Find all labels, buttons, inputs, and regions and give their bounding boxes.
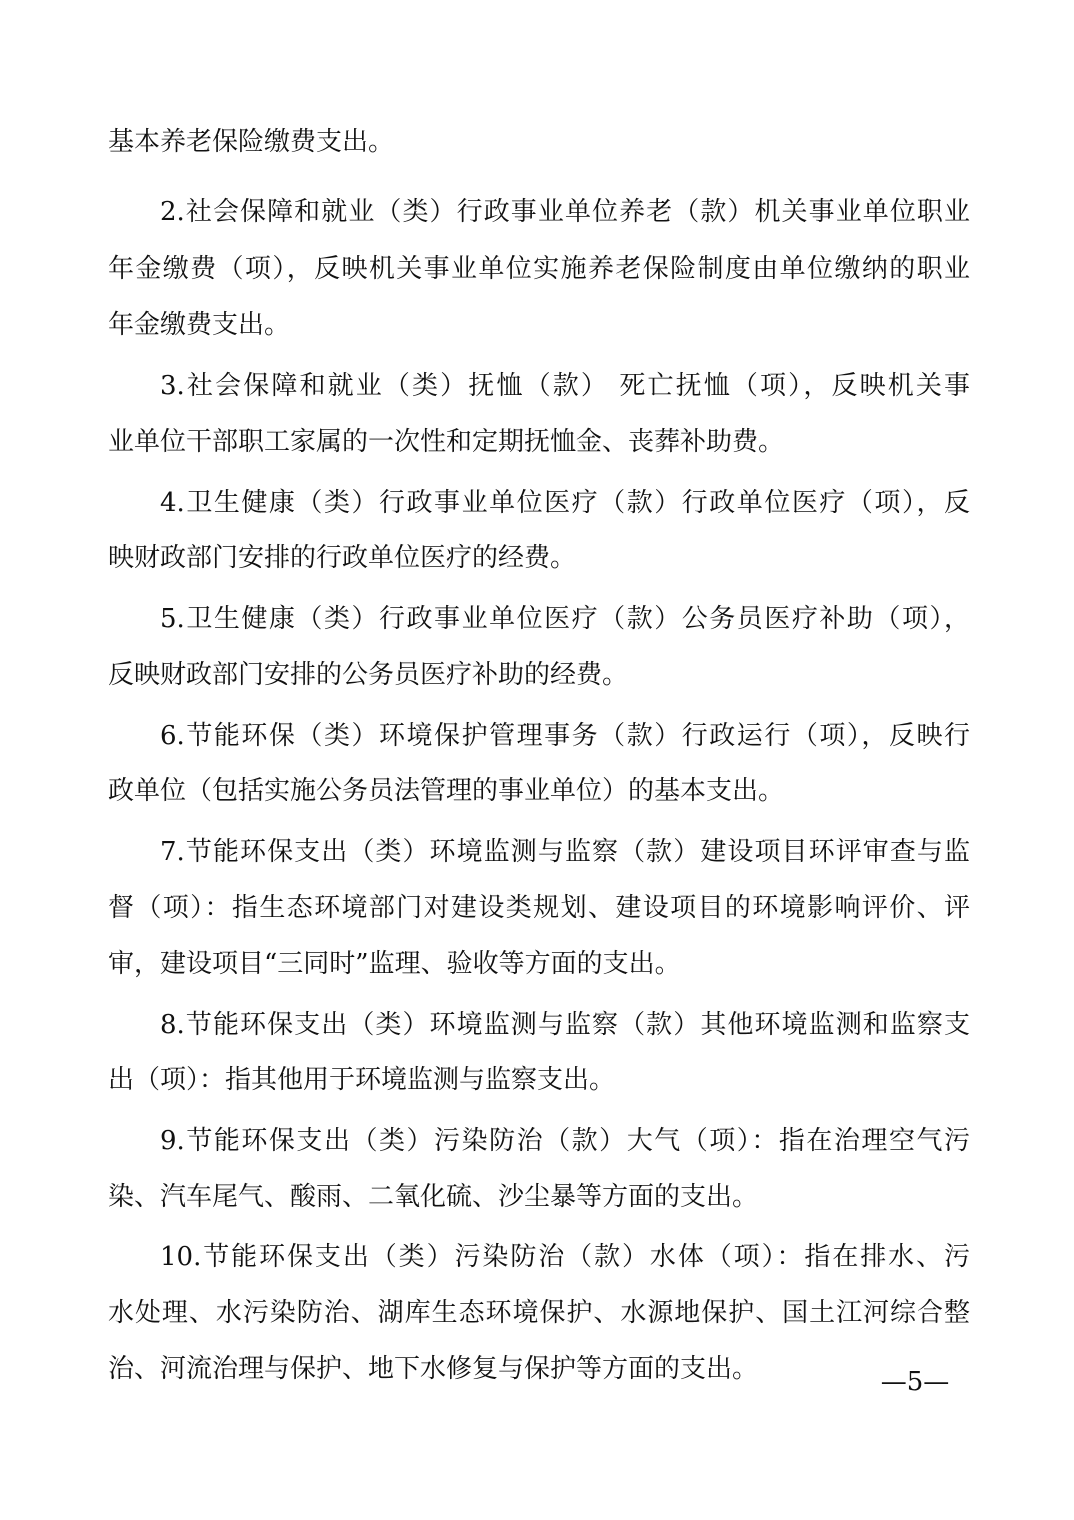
body-text-line: 染、汽车尾气、酸雨、二氧化硫、沙尘暴等方面的支出。 <box>108 1182 759 1212</box>
body-text-line: 治、河流治理与保护、地下水修复与保护等方面的支出。 <box>108 1354 759 1384</box>
body-text-line: 2.社会保障和就业（类）行政事业单位养老（款）机关事业单位职业 <box>160 197 970 227</box>
body-text-line: 督（项）：指生态环境部门对建设类规划、建设项目的环境影响评价、评 <box>108 893 970 923</box>
body-text-line: 9.节能环保支出（类）污染防治（款）大气（项）：指在治理空气污 <box>160 1126 970 1156</box>
body-text-line: 3.社会保障和就业（类）抚恤（款） 死亡抚恤（项），反映机关事 <box>160 371 970 401</box>
body-text-line: 映财政部门安排的行政单位医疗的经费。 <box>108 543 577 573</box>
body-text-line: 年金缴费支出。 <box>108 310 291 340</box>
body-text-line: 业单位干部职工家属的一次性和定期抚恤金、丧葬补助费。 <box>108 427 785 457</box>
body-text-line: 10.节能环保支出（类）污染防治（款）水体（项）：指在排水、污 <box>160 1242 970 1272</box>
body-text-line: 年金缴费（项），反映机关事业单位实施养老保险制度由单位缴纳的职业 <box>108 254 970 284</box>
body-text-line: 审，建设项目“三同时”监理、验收等方面的支出。 <box>108 949 681 979</box>
body-text-line: 出（项）：指其他用于环境监测与监察支出。 <box>108 1065 616 1095</box>
body-text-line: 政单位（包括实施公务员法管理的事业单位）的基本支出。 <box>108 776 785 806</box>
body-text-line: 7.节能环保支出（类）环境监测与监察（款）建设项目环评审查与监 <box>160 837 970 867</box>
page-number: —5— <box>880 1367 950 1397</box>
body-text-line: 反映财政部门安排的公务员医疗补助的经费。 <box>108 660 629 690</box>
body-text-line: 水处理、水污染防治、湖库生态环境保护、水源地保护、国土江河综合整 <box>108 1298 970 1328</box>
body-text-line: 4.卫生健康（类）行政事业单位医疗（款）行政单位医疗（项），反 <box>160 488 970 518</box>
body-text-line: 6.节能环保（类）环境保护管理事务（款）行政运行（项），反映行 <box>160 721 970 751</box>
body-text-line: 8.节能环保支出（类）环境监测与监察（款）其他环境监测和监察支 <box>160 1010 970 1040</box>
body-text-line: 5.卫生健康（类）行政事业单位医疗（款）公务员医疗补助（项）， <box>160 604 970 634</box>
body-text-line: 基本养老保险缴费支出。 <box>108 127 395 157</box>
